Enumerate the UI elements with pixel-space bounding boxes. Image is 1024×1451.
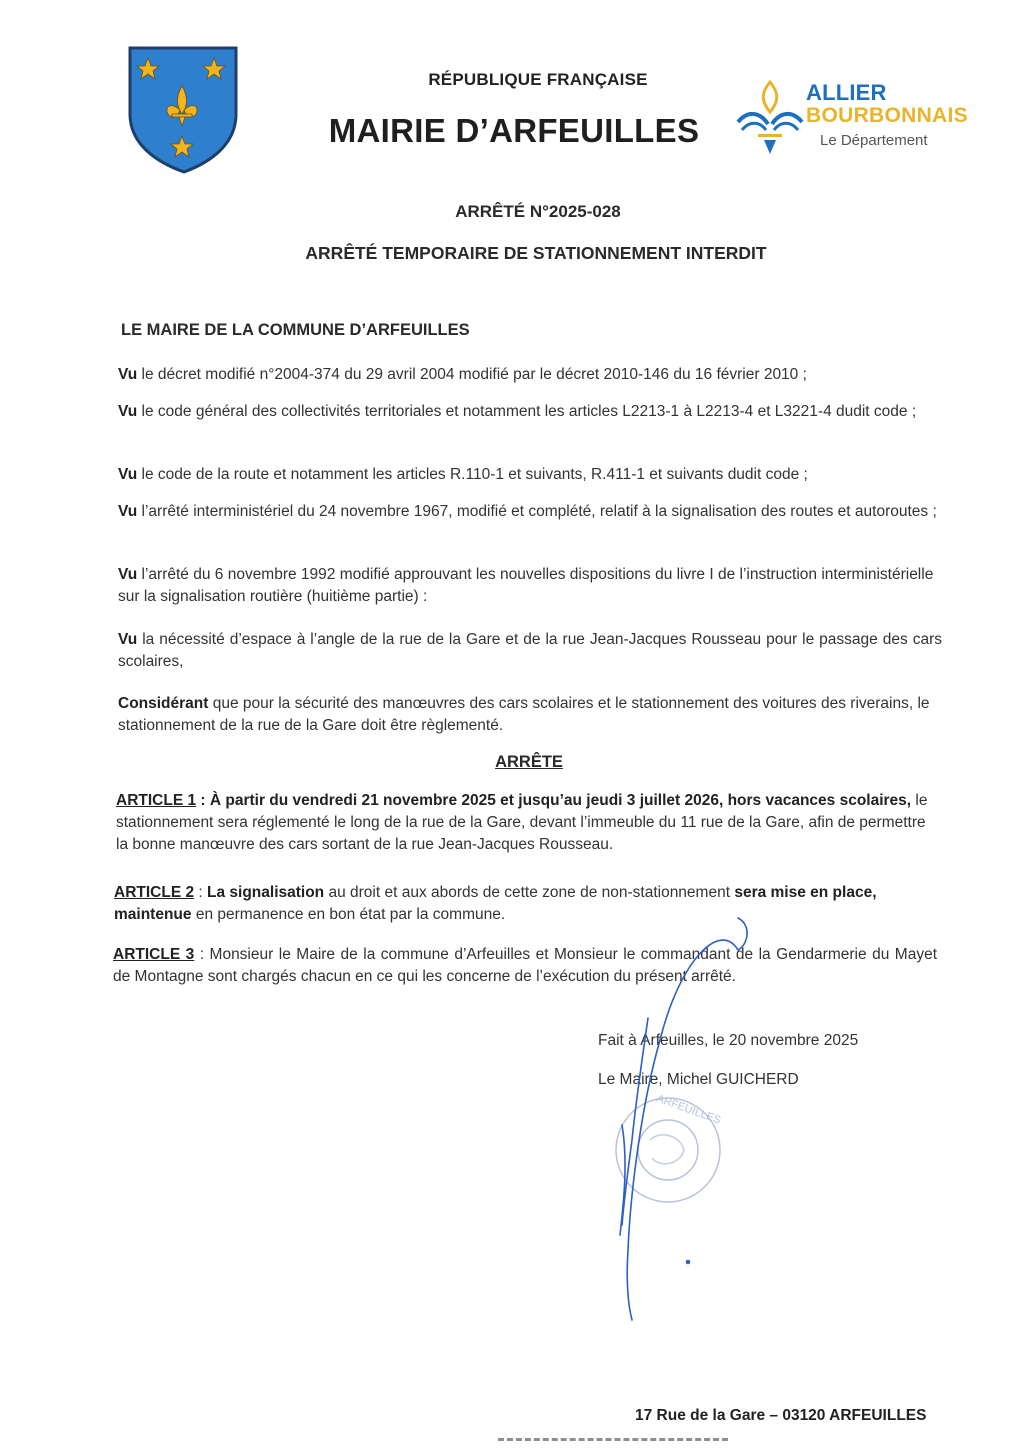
- preamble-lead: Vu: [118, 631, 138, 648]
- stamp-text: ARFEUILLES: [655, 1092, 723, 1127]
- preamble-text: le code de la route et notamment les articles R.110-1 et suivants, R.411-1 et suivants dudit code ;: [137, 466, 808, 483]
- preamble-lead: Vu: [118, 503, 138, 520]
- article-label: ARTICLE 2: [114, 884, 195, 901]
- preamble-item: [118, 464, 942, 486]
- republic-heading: RÉPUBLIQUE FRANÇAISE: [428, 70, 648, 89]
- decree-number: ARRÊTÉ N°2025-028: [455, 202, 621, 221]
- dept-logo-line2: BOURBONNAIS: [806, 104, 968, 127]
- considerant-item: [118, 693, 942, 737]
- footer-phone-cut: [498, 1438, 728, 1451]
- article-3: [113, 944, 937, 988]
- preamble-item: [118, 564, 942, 608]
- decision-heading: [0, 753, 1024, 772]
- place-date: Fait à Arfeuilles, le 20 novembre 2025: [598, 1032, 859, 1049]
- preamble-item: [118, 629, 942, 673]
- preamble-text: la nécessité d’espace à l’angle de la rue de la Gare et de la rue Jean-Jacques Rousseau pour le passage des cars scolaires,: [118, 631, 942, 670]
- authority-heading: LE MAIRE DE LA COMMUNE D’ARFEUILLES: [121, 321, 470, 339]
- article-bold: À partir du vendredi 21 novembre 2025 et jusqu’au jeudi 3 juillet 2026, hors vacances scolaires,: [209, 792, 912, 809]
- decision-heading-text: ARRÊTE: [495, 753, 563, 771]
- article-label: ARTICLE 3: [113, 946, 195, 963]
- article-sep: :: [194, 946, 210, 963]
- dept-logo-line1: ALLIER: [806, 80, 887, 105]
- preamble-text: l’arrêté du 6 novembre 1992 modifié approuvant les nouvelles dispositions du livre I de l’instruction interministérielle sur la signalisation routière (huitième partie) :: [118, 566, 934, 605]
- preamble-text: l’arrêté interministériel du 24 novembre 1967, modifié et complété, relatif à la signalisation des routes et autoroutes ;: [137, 503, 937, 520]
- fleur-de-lis-shield-icon: [126, 44, 240, 174]
- preamble-item: [118, 364, 942, 386]
- preamble-lead: Vu: [118, 566, 138, 583]
- article-text: au droit et aux abords de cette zone de non-stationnement: [324, 884, 735, 901]
- article-1: [116, 790, 940, 856]
- dept-logo-line3: Le Département: [820, 132, 928, 149]
- signatory: Le Maire, Michel GUICHERD: [598, 1071, 799, 1088]
- preamble-text: le code général des collectivités territoriales et notamment les articles L2213-1 à L2213-4 et L3221-4 dudit code ;: [137, 403, 917, 420]
- preamble-text: le décret modifié n°2004-374 du 29 avril 2004 modifié par le décret 2010-146 du 16 février 2010 ;: [137, 366, 807, 383]
- preamble-lead: Considérant: [118, 695, 209, 712]
- article-text: Monsieur le Maire de la commune d’Arfeuilles et Monsieur le commandant de la Gendarmerie du Mayet de Montagne sont chargés chacun en ce qui les concerne de l’exécution du présent arrêté.: [113, 946, 937, 985]
- preamble-lead: Vu: [118, 403, 138, 420]
- mairie-title: MAIRIE D’ARFEUILLES: [328, 112, 700, 149]
- preamble-text: que pour la sécurité des manœuvres des cars scolaires et le stationnement des voitures des riverains, le stationnement de la rue de la Gare doit être règlementé.: [118, 695, 930, 734]
- article-sep: :: [196, 792, 210, 809]
- article-label: ARTICLE 1: [116, 792, 197, 809]
- mairie-stamp-icon: [616, 1098, 720, 1202]
- footer-address: 17 Rue de la Gare – 03120 ARFEUILLES: [635, 1407, 927, 1424]
- preamble-item: [118, 501, 942, 523]
- article-bold: La signalisation: [207, 884, 325, 901]
- article-2: [114, 882, 938, 926]
- decree-title: ARRÊTÉ TEMPORAIRE DE STATIONNEMENT INTERDIT: [305, 243, 767, 263]
- article-bold: sera mise en place, maintenue: [114, 884, 877, 923]
- preamble-lead: Vu: [118, 366, 138, 383]
- allier-fleur-de-lis-icon: [734, 78, 806, 158]
- preamble-item: [118, 401, 942, 423]
- article-sep: :: [194, 884, 208, 901]
- article-text: en permanence en bon état par la commune.: [191, 906, 506, 923]
- preamble-lead: Vu: [118, 466, 138, 483]
- article-text: le stationnement sera réglementé le long de la rue de la Gare, devant l’immeuble du 11 rue de la Gare, afin de permettre la bonne manœuvre des cars sortant de la rue Jean-Jacques Rousseau.: [116, 792, 928, 853]
